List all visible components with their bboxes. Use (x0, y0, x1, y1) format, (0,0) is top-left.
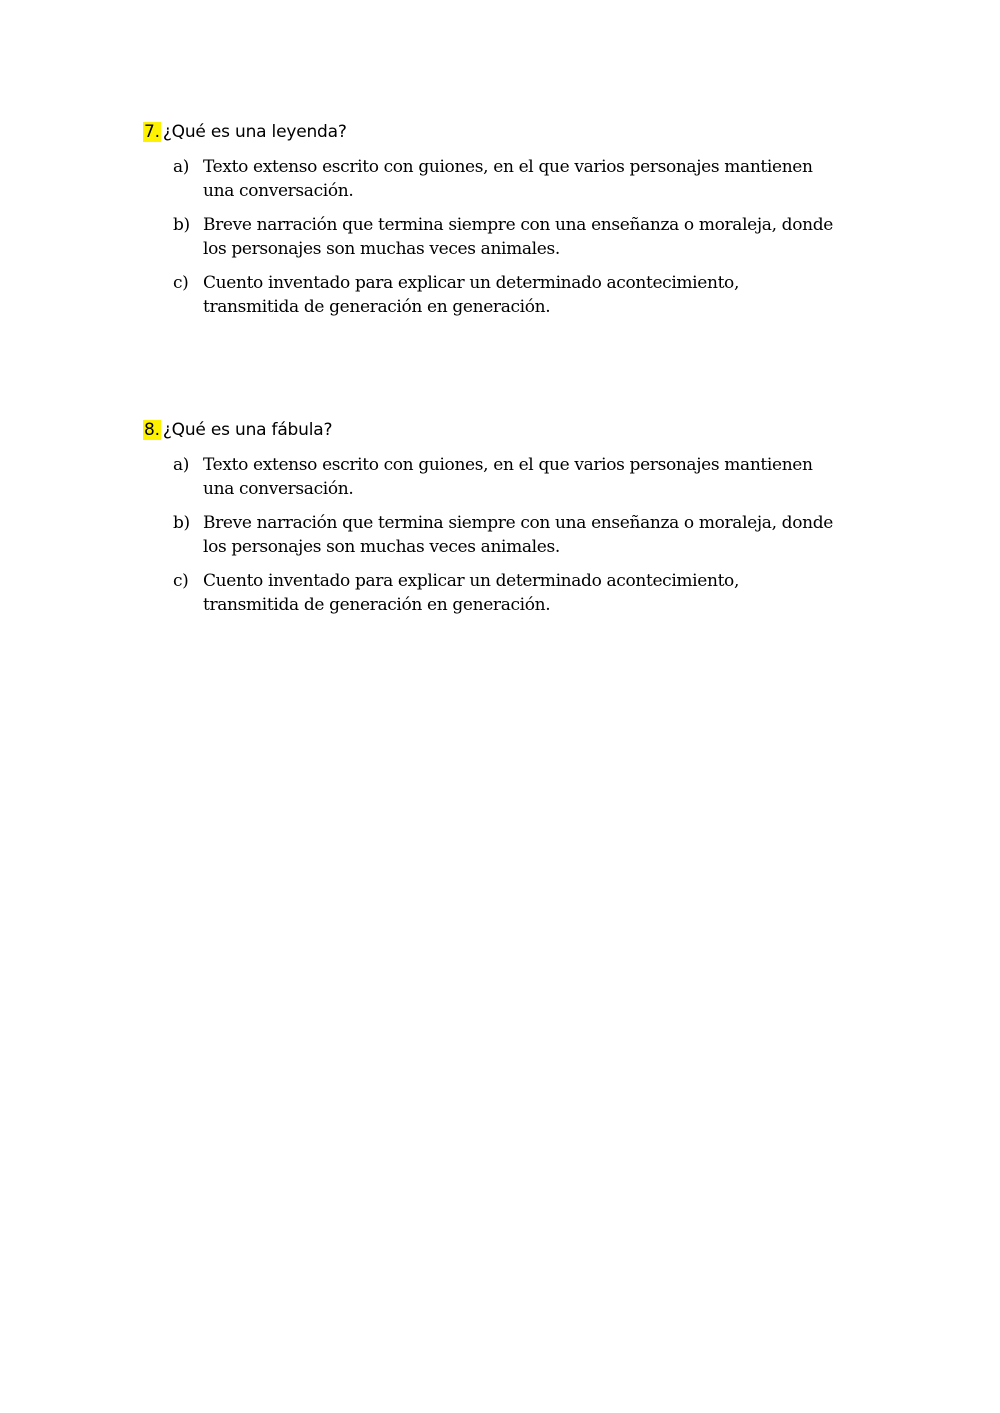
question-8 (143, 416, 863, 628)
question-text: ¿Qué es una fábula? (162, 420, 333, 440)
answer-options (143, 454, 863, 617)
option-text-line1: Texto extenso escrito con guiones, en el que varios personajes mantienen (203, 455, 813, 475)
answer-options (143, 156, 863, 319)
option-letter: b) (173, 513, 190, 533)
question-number-highlight: 8. (144, 420, 160, 440)
option-letter: a) (173, 455, 190, 475)
question-7 (143, 118, 863, 330)
option-text-line2: una conversación. (203, 478, 354, 499)
question-text: ¿Qué es una leyenda? (162, 122, 347, 142)
question-title (143, 118, 863, 146)
option-c (143, 570, 853, 617)
option-b (143, 214, 853, 261)
option-text-line2: transmitida de generación en generación. (203, 594, 551, 615)
option-text-line2: una conversación. (203, 180, 354, 201)
option-letter: c) (173, 273, 189, 293)
option-text-line1: Breve narración que termina siempre con una enseñanza o moraleja, donde (203, 513, 833, 533)
option-text-line2: los personajes son muchas veces animales. (203, 238, 560, 259)
option-text-line1: Breve narración que termina siempre con una enseñanza o moraleja, donde (203, 215, 833, 235)
question-number-highlight: 7. (144, 122, 160, 142)
option-letter: c) (173, 571, 189, 591)
option-text-line2: los personajes son muchas veces animales. (203, 536, 560, 557)
option-a (143, 454, 853, 501)
question-title (143, 416, 863, 444)
option-b (143, 512, 853, 559)
option-c (143, 272, 853, 319)
option-text-line1: Texto extenso escrito con guiones, en el que varios personajes mantienen (203, 157, 813, 177)
option-letter: b) (173, 215, 190, 235)
option-letter: a) (173, 157, 190, 177)
option-text-line2: transmitida de generación en generación. (203, 296, 551, 317)
option-text-line1: Cuento inventado para explicar un determinado acontecimiento, (203, 273, 739, 293)
option-text-line1: Cuento inventado para explicar un determinado acontecimiento, (203, 571, 739, 591)
option-a (143, 156, 853, 203)
